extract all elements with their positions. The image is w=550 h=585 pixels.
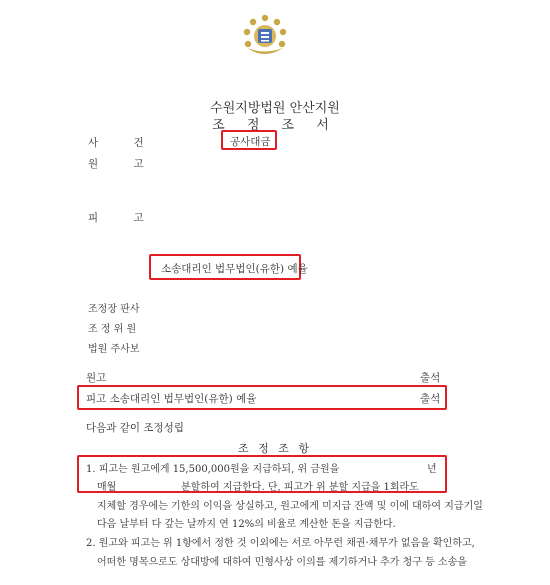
- case-value: 공사대금: [230, 136, 271, 148]
- case-label: 사 건: [88, 137, 160, 149]
- court-clerk-label: 법원 주사보: [88, 344, 140, 355]
- terms-title: 조 정 조 항: [238, 442, 312, 455]
- mediation-intro: 다음과 같이 조정성립: [86, 422, 184, 434]
- attendance-defendant: 피고 소송대리인 법무법인(유한) 예율: [86, 393, 257, 405]
- term1-line1-end: 년: [427, 464, 437, 475]
- attorney-line: 소송대리인 법무법인(유한) 예율: [161, 263, 308, 275]
- mediator-judge-label: 조정장 판사: [88, 304, 140, 315]
- court-name: 수원지방법원 안산지원: [210, 101, 340, 116]
- term2-line1: 2. 원고와 피고는 위 1항에서 정한 것 이외에는 서로 아무런 채권·채무가 없음을 확인하고,: [86, 538, 475, 549]
- attendance-plaintiff-status: 출석: [420, 372, 441, 384]
- mediator-member-label: 조 정 위 원: [88, 324, 137, 335]
- term1-line2-start: 매월: [97, 482, 117, 493]
- attendance-plaintiff: 원고: [86, 372, 107, 384]
- term2-line2: 어떠한 명목으로도 상대방에 대하여 민형사상 이의를 제기하거나 추가 청구 등 소송을: [97, 557, 467, 568]
- defendant-label: 피 고: [88, 212, 160, 224]
- term1-line3: 지체할 경우에는 기한의 이익을 상실하고, 원고에게 미지급 잔액 및 이에 대하여 지급기일: [97, 501, 483, 512]
- court-emblem-icon: [242, 14, 288, 60]
- attendance-defendant-status: 출석: [420, 393, 441, 405]
- term1-line1: 1. 피고는 원고에게 15,500,000원을 지급하되, 위 금원을: [86, 464, 340, 475]
- document-title: 조 정 조 서: [212, 118, 338, 133]
- plaintiff-label: 원 고: [88, 158, 160, 170]
- term1-line2: 분할하여 지급한다. 단, 피고가 위 분할 지급을 1회라도: [181, 482, 419, 493]
- term1-line4: 다음 날부터 다 갚는 날까지 연 12%의 비율로 계산한 돈을 지급한다.: [97, 519, 396, 530]
